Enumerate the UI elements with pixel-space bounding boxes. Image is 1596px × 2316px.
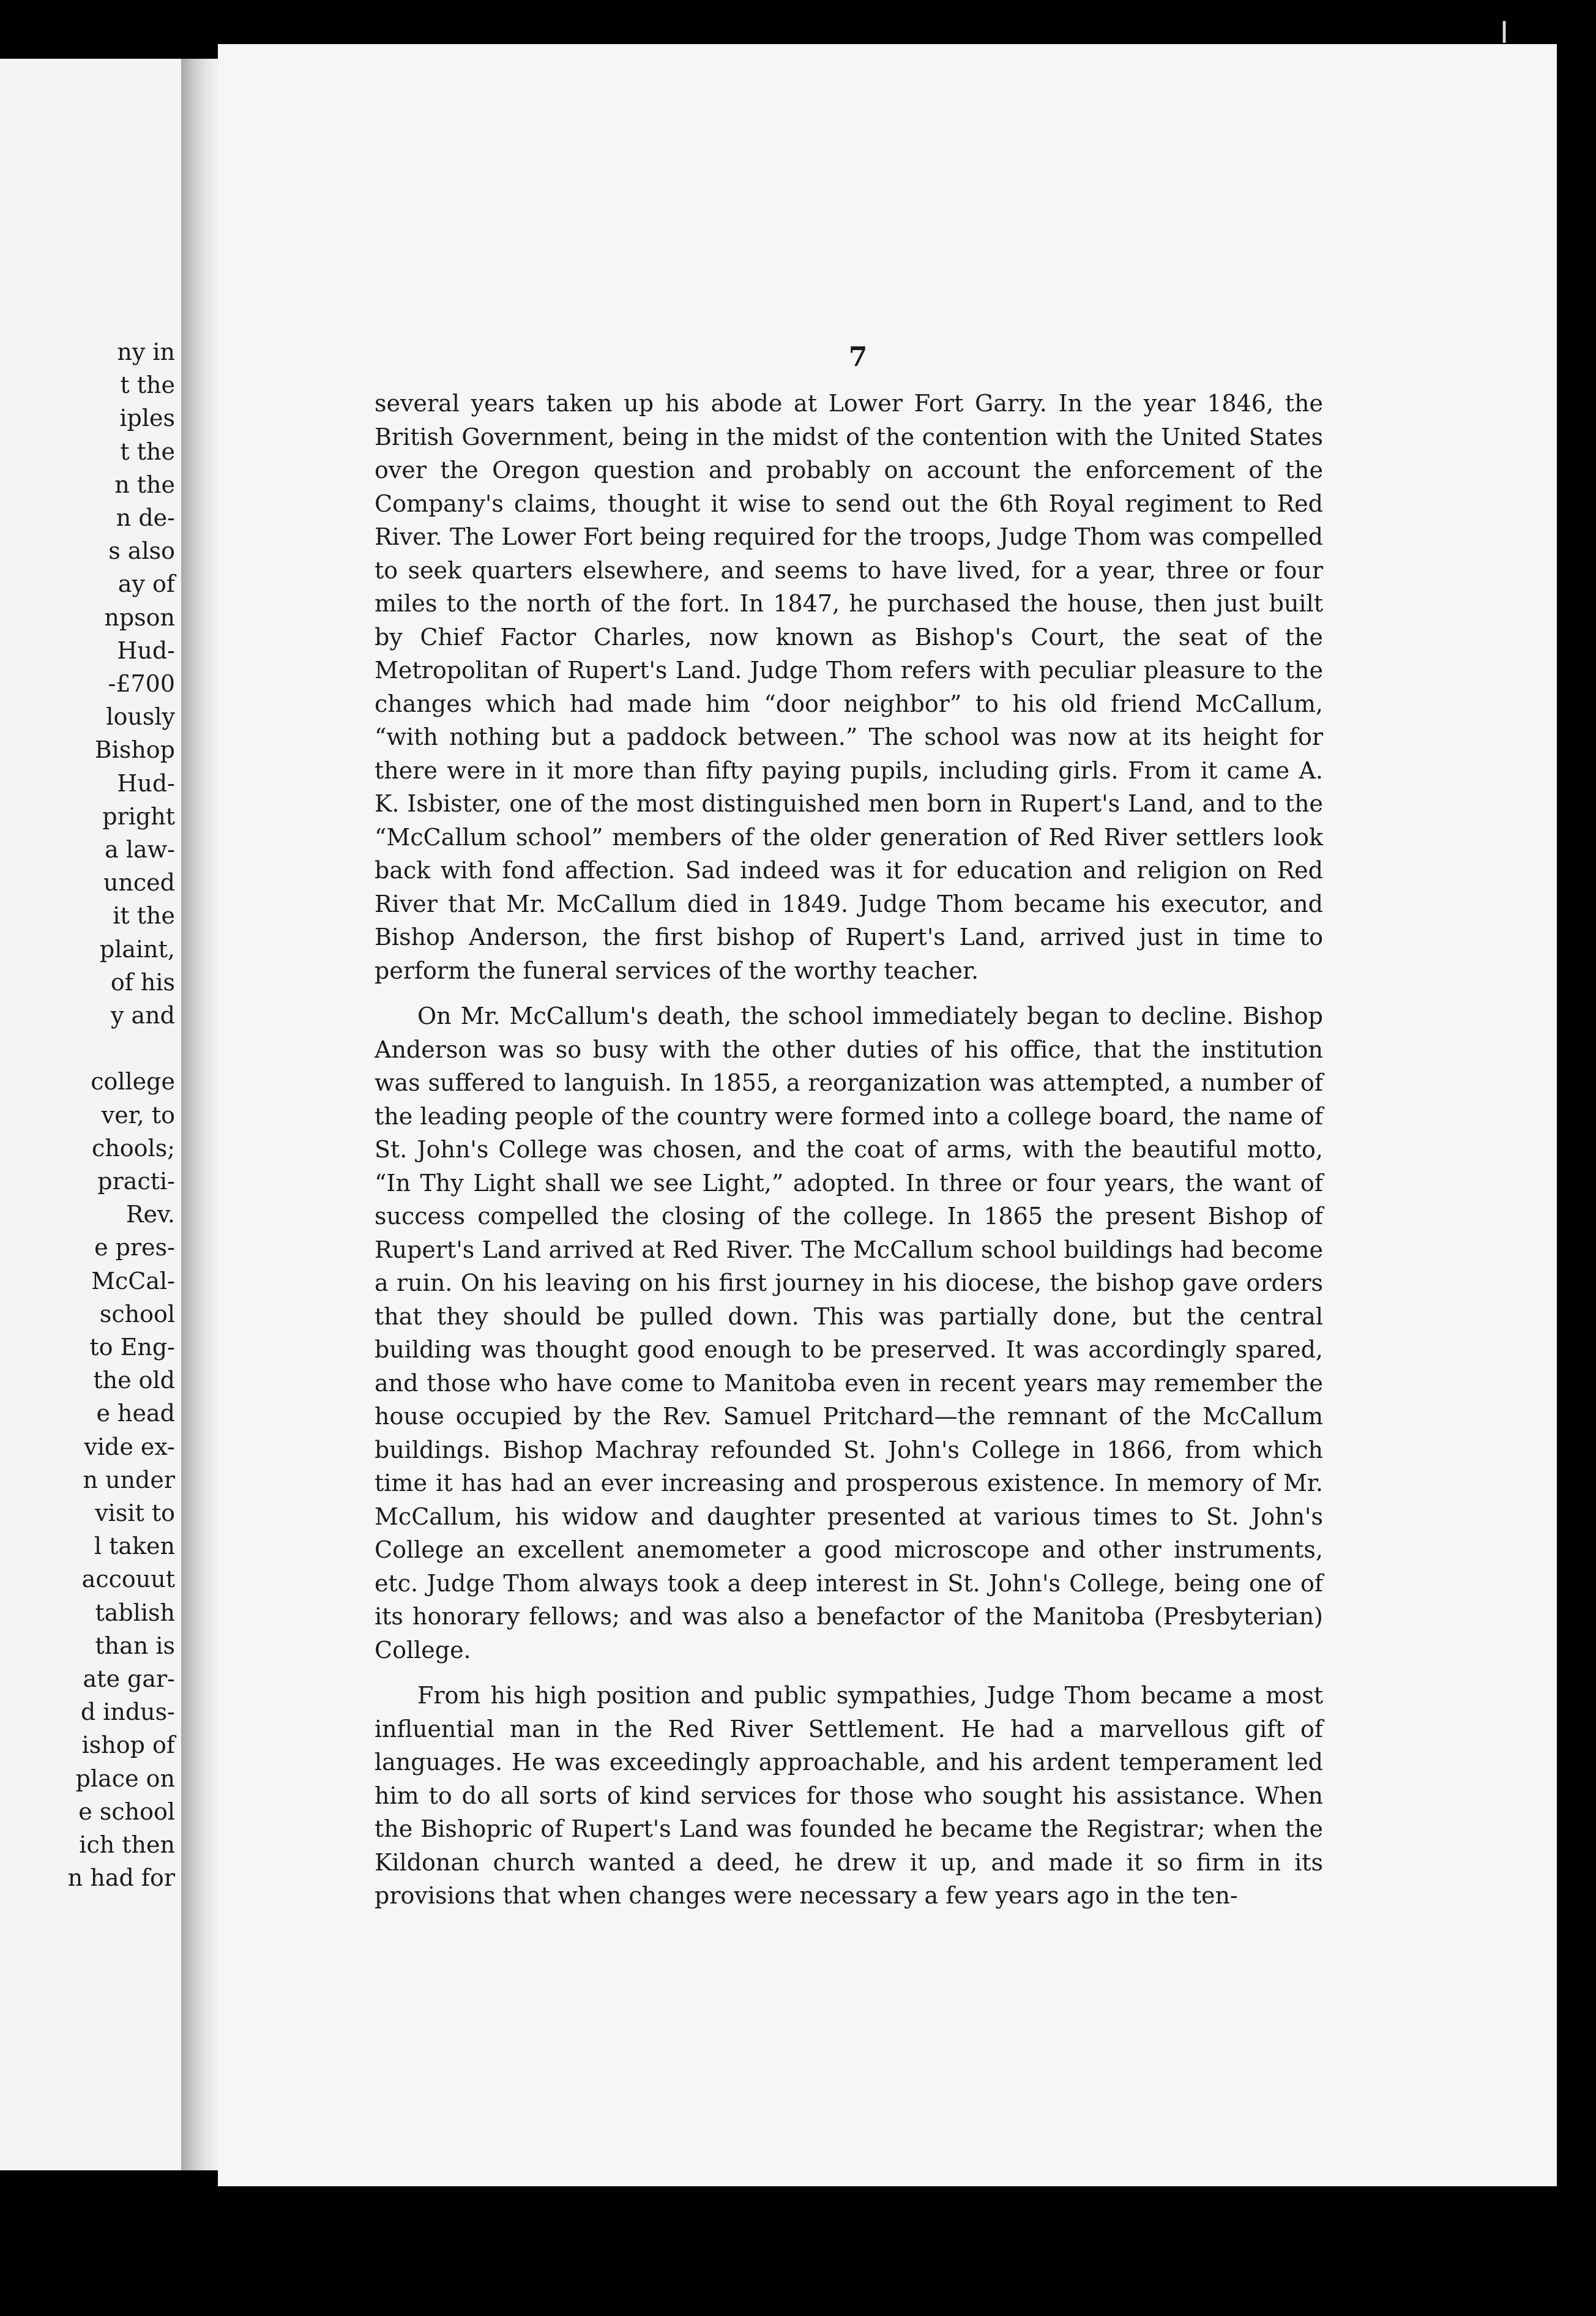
facing-page-fragment: n under <box>83 1466 175 1493</box>
facing-page-fragment: iples <box>119 405 175 432</box>
facing-page-fragment: vide ex- <box>84 1433 175 1460</box>
facing-page-fragment: the old <box>93 1367 175 1394</box>
facing-page-fragment: pright <box>102 802 175 830</box>
facing-page-fragment: lously <box>106 703 175 731</box>
facing-page-fragment: it the <box>113 902 175 930</box>
book-gutter-shadow <box>181 59 218 2170</box>
facing-page-fragment: s also <box>108 537 175 565</box>
facing-page-fragment: unced <box>103 869 175 897</box>
facing-page-fragment: Rev. <box>125 1201 175 1228</box>
facing-page-fragment: y and <box>110 1002 175 1029</box>
scan-speck: ╷ <box>1493 0 1516 43</box>
facing-page-fragment: Hud- <box>117 637 175 664</box>
facing-page-fragment: ay of <box>117 570 175 598</box>
facing-page-fragment: a law- <box>105 836 175 863</box>
facing-page-fragment: e head <box>96 1400 175 1427</box>
facing-page-fragment: d indus- <box>80 1698 175 1726</box>
facing-page-fragment: -£700 <box>108 670 175 697</box>
facing-page-fragment: ny in <box>117 338 175 365</box>
facing-page-fragment: e school <box>78 1798 175 1825</box>
facing-page-fragment: npson <box>104 603 175 631</box>
facing-page-fragment: school <box>99 1300 175 1328</box>
facing-page-fragment: n the <box>114 471 175 498</box>
facing-page-fragment: n had for <box>67 1864 175 1892</box>
paragraph: several years taken up his abode at Lower Fort Garry. In the year 1846, the British Government, being in the midst of the contention with the United States over the Oregon question and probably on account the enforcement of the Company's claims, thought it wise to send out the 6th Royal regiment to Red River. The Lower Fort being required for the troops, Judge Thom was compelled to seek quarters elsewhere, and seems to have lived, for a year, three or four miles to the north of the fort. In 1847, he purchased the house, then just built by Chief Factor Charles, now known as Bishop's Court, the seat of the Metropolitan of Rupert's Land. Judge Thom refers with peculiar pleasure to the changes which had made him “door neighbor” to his old friend McCallum, “with nothing but a paddock between.” The school was now at its height for there were in it more than fifty paying pupils, including girls. From it came A. K. Isbister, one of the most distinguished men born in Rupert's Land, and to the “McCallum school” members of the older generation of Red River settlers look back with fond affection. Sad indeed was it for education and religion on Red River that Mr. McCallum died in 1849. Judge Thom became his executor, and Bishop Anderson, the first bishop of Rupert's Land, arrived just in time to perform the funeral services of the worthy teacher. <box>375 390 1323 984</box>
facing-page-fragment: place on <box>75 1765 175 1792</box>
facing-page-fragment: Hud- <box>117 769 175 797</box>
facing-page-fragment: ishop of <box>81 1731 175 1759</box>
facing-page-fragment: to Eng- <box>89 1334 175 1361</box>
facing-page-fragment: ver, to <box>101 1101 175 1129</box>
facing-page-fragment: l taken <box>94 1533 175 1560</box>
facing-page-fragment: than is <box>95 1632 175 1659</box>
paragraph: On Mr. McCallum's death, the school immediately began to decline. Bishop Anderson was so busy with the other duties of his office, that the institution was suffered to languish. In 1855, a reorganization was attempted, a number of the leading people of the country were formed into a college board, the name of St. John's College was chosen, and the coat of arms, with the beautiful motto, “In Thy Light shall we see Light,” adopted. In three or four years, the want of success compelled the closing of the college. In 1865 the present Bishop of Rupert's Land arrived at Red River. The McCallum school buildings had become a ruin. On his leaving on his first journey in his diocese, the bishop gave orders that they should be pulled down. This was partially done, but the central building was thought good enough to be preserved. It was accordingly spared, and those who have come to Manitoba even in recent years may remember the house occupied by the Rev. Samuel Pritchard—the remnant of the McCallum buildings. Bishop Machray refounded St. John's College in 1866, from which time it has had an ever increasing and prosperous existence. In memory of Mr. McCallum, his widow and daughter presented at various times to St. John's College an excellent anemometer a good microscope and other instruments, etc. Judge Thom always took a deep interest in St. John's College, being one of its honorary fellows; and was also a benefactor of the Manitoba (Presbyterian) College. <box>375 1003 1323 1664</box>
facing-page-fragment: McCal- <box>91 1267 175 1294</box>
facing-page-fragment: tablish <box>95 1599 175 1626</box>
facing-page-fragment: of his <box>110 968 175 996</box>
facing-page-fragment: accouut <box>81 1566 175 1593</box>
facing-page-fragment: e pres- <box>94 1234 175 1261</box>
facing-page-fragment: chools; <box>92 1134 175 1162</box>
paragraph: From his high position and public sympathies, Judge Thom became a most influential man in the Red River Settlement. He had a marvellous gift of languages. He was exceedingly approachable, and his ardent temperament led him to do all sorts of kind services for those who sought his assistance. When the Bishopric of Rupert's Land was founded he became the Registrar; when the Kildonan church wanted a deed, he drew it up, and made it so firm in its provisions that when changes were necessary a few years ago in the ten- <box>375 1682 1323 1909</box>
facing-page-fragment: ich then <box>79 1831 175 1858</box>
facing-page <box>0 59 184 2170</box>
facing-page-fragment: visit to <box>95 1500 175 1526</box>
facing-page-fragment: t the <box>120 372 175 399</box>
facing-page-fragment: ate gar- <box>83 1665 175 1692</box>
facing-page-fragment: t the <box>120 438 175 465</box>
facing-page-fragment: n de- <box>116 504 175 531</box>
page-number: 7 <box>848 342 868 373</box>
facing-page-fragment: Bishop <box>94 736 175 764</box>
facing-page-fragment: plaint, <box>99 935 175 963</box>
facing-page-fragment: practi- <box>97 1168 175 1195</box>
body-text <box>375 387 1323 1913</box>
facing-page-fragment: college <box>91 1068 175 1096</box>
